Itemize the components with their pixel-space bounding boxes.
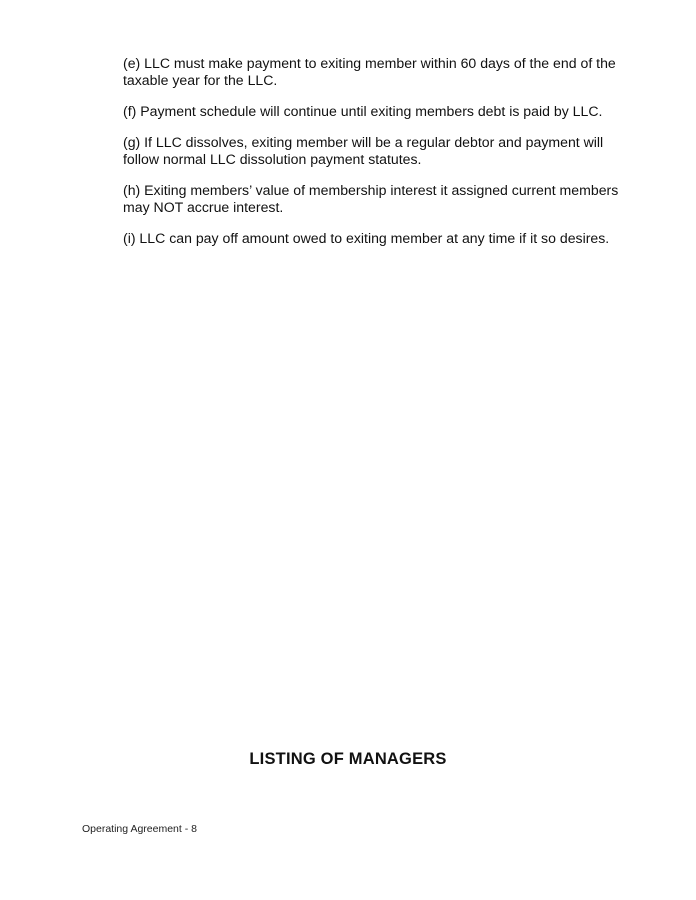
- clause-i: [123, 230, 613, 247]
- clause-line: (e) LLC must make payment to exiting member within 60 days of the end of the: [123, 55, 616, 71]
- clause-e: [123, 55, 616, 89]
- clause-f: [123, 103, 613, 120]
- clause-line: taxable year for the LLC.: [123, 72, 278, 88]
- page-footer: Operating Agreement - 8: [82, 823, 197, 835]
- clause-line: follow normal LLC dissolution payment statutes.: [123, 151, 422, 167]
- clause-line: (f) Payment schedule will continue until exiting members debt is paid by LLC.: [123, 103, 603, 119]
- agreement-clauses: [123, 55, 619, 261]
- section-heading: LISTING OF MANAGERS: [249, 750, 447, 768]
- clause-line: (h) Exiting members’ value of membership interest it assigned current members: [123, 182, 619, 198]
- clause-line: (g) If LLC dissolves, exiting member will be a regular debtor and payment will: [123, 134, 604, 150]
- clause-line: may NOT accrue interest.: [123, 199, 284, 215]
- clause-h: [123, 182, 619, 216]
- clause-g: [123, 134, 613, 168]
- clause-line: (i) LLC can pay off amount owed to exiting member at any time if it so desires.: [123, 230, 610, 246]
